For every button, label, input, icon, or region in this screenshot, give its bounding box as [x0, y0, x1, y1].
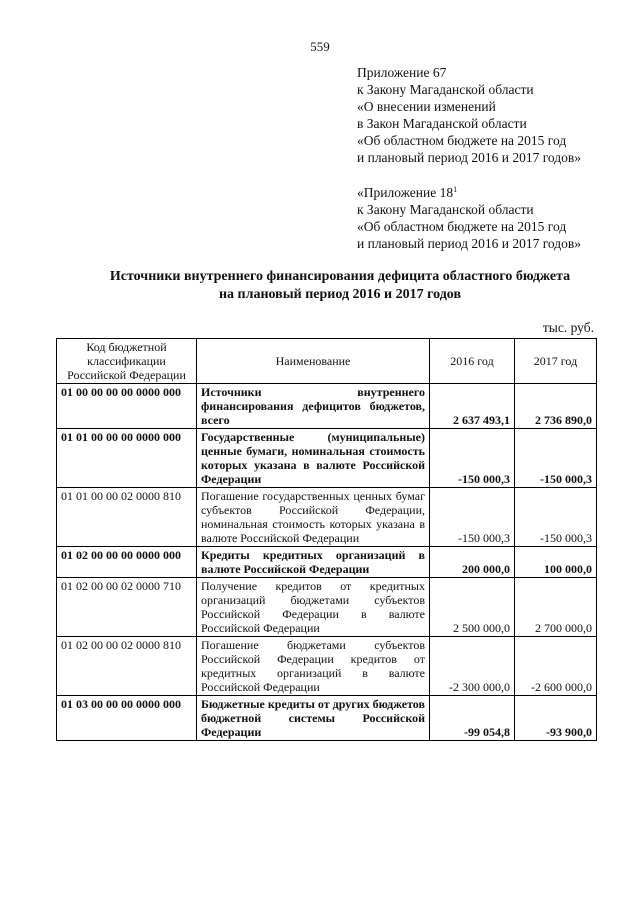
appendix-line: и плановый период 2016 и 2017 годов»: [357, 236, 582, 251]
cell-2016: 2 500 000,0: [430, 578, 515, 637]
table-row: [57, 488, 597, 547]
cell-2016: -99 054,8: [430, 696, 515, 741]
appendix-line: «Об областном бюджете на 2015 год: [357, 219, 567, 234]
table-row: [57, 547, 597, 578]
table-row: [57, 429, 597, 488]
cell-code: 01 03 00 00 00 0000 000: [57, 696, 197, 741]
cell-2016: 2 637 493,1: [430, 384, 515, 429]
table-row: [57, 696, 597, 741]
appendix-line: к Закону Магаданской области: [357, 202, 534, 217]
units-label: тыс. руб.: [542, 320, 594, 335]
table-row: [57, 578, 597, 637]
page-number: 559: [310, 39, 330, 54]
cell-code: 01 02 00 00 02 0000 810: [57, 637, 197, 696]
header-2017: 2017 год: [515, 339, 597, 384]
appendix-line: в Закон Магаданской области: [357, 116, 527, 131]
cell-2017: 100 000,0: [515, 547, 597, 578]
cell-code: 01 02 00 00 02 0000 710: [57, 578, 197, 637]
header-name: Наименование: [197, 339, 430, 384]
appendix-line: к Закону Магаданской области: [357, 82, 534, 97]
cell-2017: -2 600 000,0: [515, 637, 597, 696]
cell-name: Получение кредитов от кредитных организаций бюджетами субъектов Российской Федерации в валюте Российской Федерации: [197, 578, 430, 637]
cell-2016: -2 300 000,0: [430, 637, 515, 696]
cell-name: Бюджетные кредиты от других бюджетов бюджетной системы Российской Федерации: [197, 696, 430, 741]
appendix-line: и плановый период 2016 и 2017 годов»: [357, 150, 582, 165]
table-row: [57, 384, 597, 429]
cell-name: Источники внутреннего финансирования дефицитов бюджетов, всего: [197, 384, 430, 429]
header-code: Код бюджетной классификации Российской Федерации: [57, 339, 197, 384]
table-header-row: [57, 339, 597, 384]
cell-2017: -93 900,0: [515, 696, 597, 741]
header-2016: 2016 год: [430, 339, 515, 384]
appendix-line: «О внесении изменений: [357, 99, 496, 114]
cell-2016: -150 000,3: [430, 488, 515, 547]
cell-name: Государственные (муниципальные) ценные бумаги, номинальная стоимость которых указана в валюте Российской Федерации: [197, 429, 430, 488]
appendix-line-prefix: «Приложение 18: [357, 185, 454, 200]
appendix-line: «Об областном бюджете на 2015 год: [357, 133, 567, 148]
cell-name: Погашение бюджетами субъектов Российской Федерации кредитов от кредитных организаций в валюте Российской Федерации: [197, 637, 430, 696]
cell-2016: -150 000,3: [430, 429, 515, 488]
appendix-line: [357, 184, 581, 201]
document-title: [40, 268, 640, 304]
appendix-reference-67: [357, 64, 581, 166]
cell-code: 01 02 00 00 00 0000 000: [57, 547, 197, 578]
financing-sources-table: [56, 338, 597, 741]
cell-2016: 200 000,0: [430, 547, 515, 578]
cell-name: Кредиты кредитных организаций в валюте Российской Федерации: [197, 547, 430, 578]
cell-2017: 2 700 000,0: [515, 578, 597, 637]
appendix-reference-18-1: [357, 184, 581, 252]
cell-code: 01 01 00 00 02 0000 810: [57, 488, 197, 547]
appendix-superscript: 1: [453, 185, 458, 194]
cell-code: 01 00 00 00 00 0000 000: [57, 384, 197, 429]
appendix-line: Приложение 67: [357, 65, 447, 80]
title-line-1: Источники внутреннего финансирования дефицита областного бюджета: [109, 269, 571, 284]
cell-2017: -150 000,3: [515, 488, 597, 547]
cell-name: Погашение государственных ценных бумаг субъектов Российской Федерации, номинальная стоимость которых указана в валюте Российской Федерации: [197, 488, 430, 547]
table-body: [57, 384, 597, 741]
cell-2017: -150 000,3: [515, 429, 597, 488]
table-row: [57, 637, 597, 696]
title-line-2: на плановый период 2016 и 2017 годов: [218, 287, 462, 302]
cell-2017: 2 736 890,0: [515, 384, 597, 429]
cell-code: 01 01 00 00 00 0000 000: [57, 429, 197, 488]
